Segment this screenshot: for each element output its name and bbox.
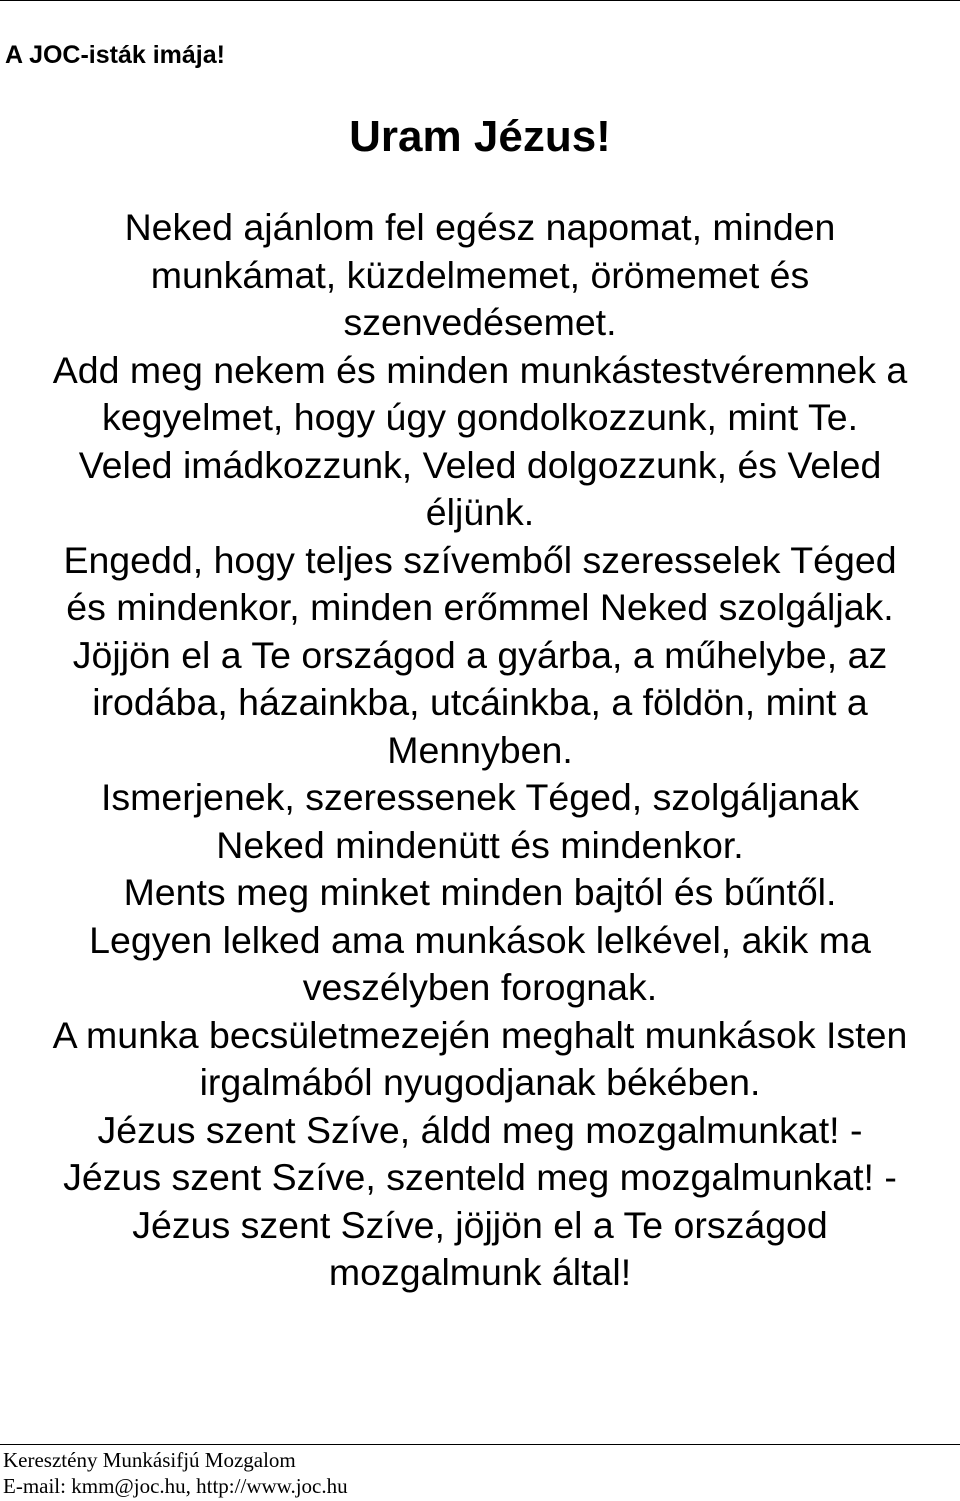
footer-divider [0,1444,960,1445]
prayer-line: Legyen lelked ama munkások lelkével, akik ma [89,918,871,961]
prayer-line: munkámat, küzdelmemet, örömemet és [150,253,810,296]
prayer-line: irodába, házainkba, utcáinkba, a földön, mint a [92,681,868,723]
prayer-body [0,204,960,1297]
footer-organization: Keresztény Munkásifjú Mozgalom [3,1448,296,1472]
prayer-line: Ments meg minket minden bajtól és bűntől. [123,871,837,913]
document-header-title: A JOC-isták imája! [5,41,225,69]
prayer-line: Neked mindenütt és mindenkor. [216,823,744,866]
prayer-line: és mindenkor, minden erőmmel Neked szolgáljak. [66,586,894,628]
prayer-line: Jézus szent Szíve, jöjjön el a Te országod [132,1203,828,1246]
prayer-line: Jézus szent Szíve, áldd meg mozgalmunkat! - [97,1108,863,1151]
prayer-line: kegyelmet, hogy úgy gondolkozzunk, mint Te. [102,396,858,438]
prayer-line: Mennyben. [387,728,573,771]
prayer-line: Jöjjön el a Te országod a gyárba, a műhelybe, az [72,633,888,676]
prayer-line: Neked ajánlom fel egész napomat, minden [124,206,836,248]
prayer-line: irgalmából nyugodjanak békében. [199,1061,761,1103]
prayer-line: mozgalmunk által! [328,1251,632,1293]
prayer-line: Jézus szent Szíve, szenteld meg mozgalmunkat! - [63,1156,897,1198]
top-divider [0,0,960,1]
prayer-line: éljünk. [425,491,535,533]
prayer-title: Uram Jézus! [349,112,611,161]
prayer-line: Add meg nekem és minden munkástestvéremnek a [52,348,908,391]
prayer-line: Ismerjenek, szeressenek Téged, szolgáljanak [100,776,860,818]
prayer-line: veszélyben forognak. [302,966,658,1008]
prayer-line: szenvedésemet. [343,301,617,343]
prayer-line: A munka becsületmezején meghalt munkások Isten [52,1013,908,1056]
prayer-line: Engedd, hogy teljes szívemből szeresselek Téged [63,538,897,581]
footer-contact: E-mail: kmm@joc.hu, http://www.joc.hu [3,1474,348,1498]
prayer-line: Veled imádkozzunk, Veled dolgozzunk, és Veled [78,443,882,486]
